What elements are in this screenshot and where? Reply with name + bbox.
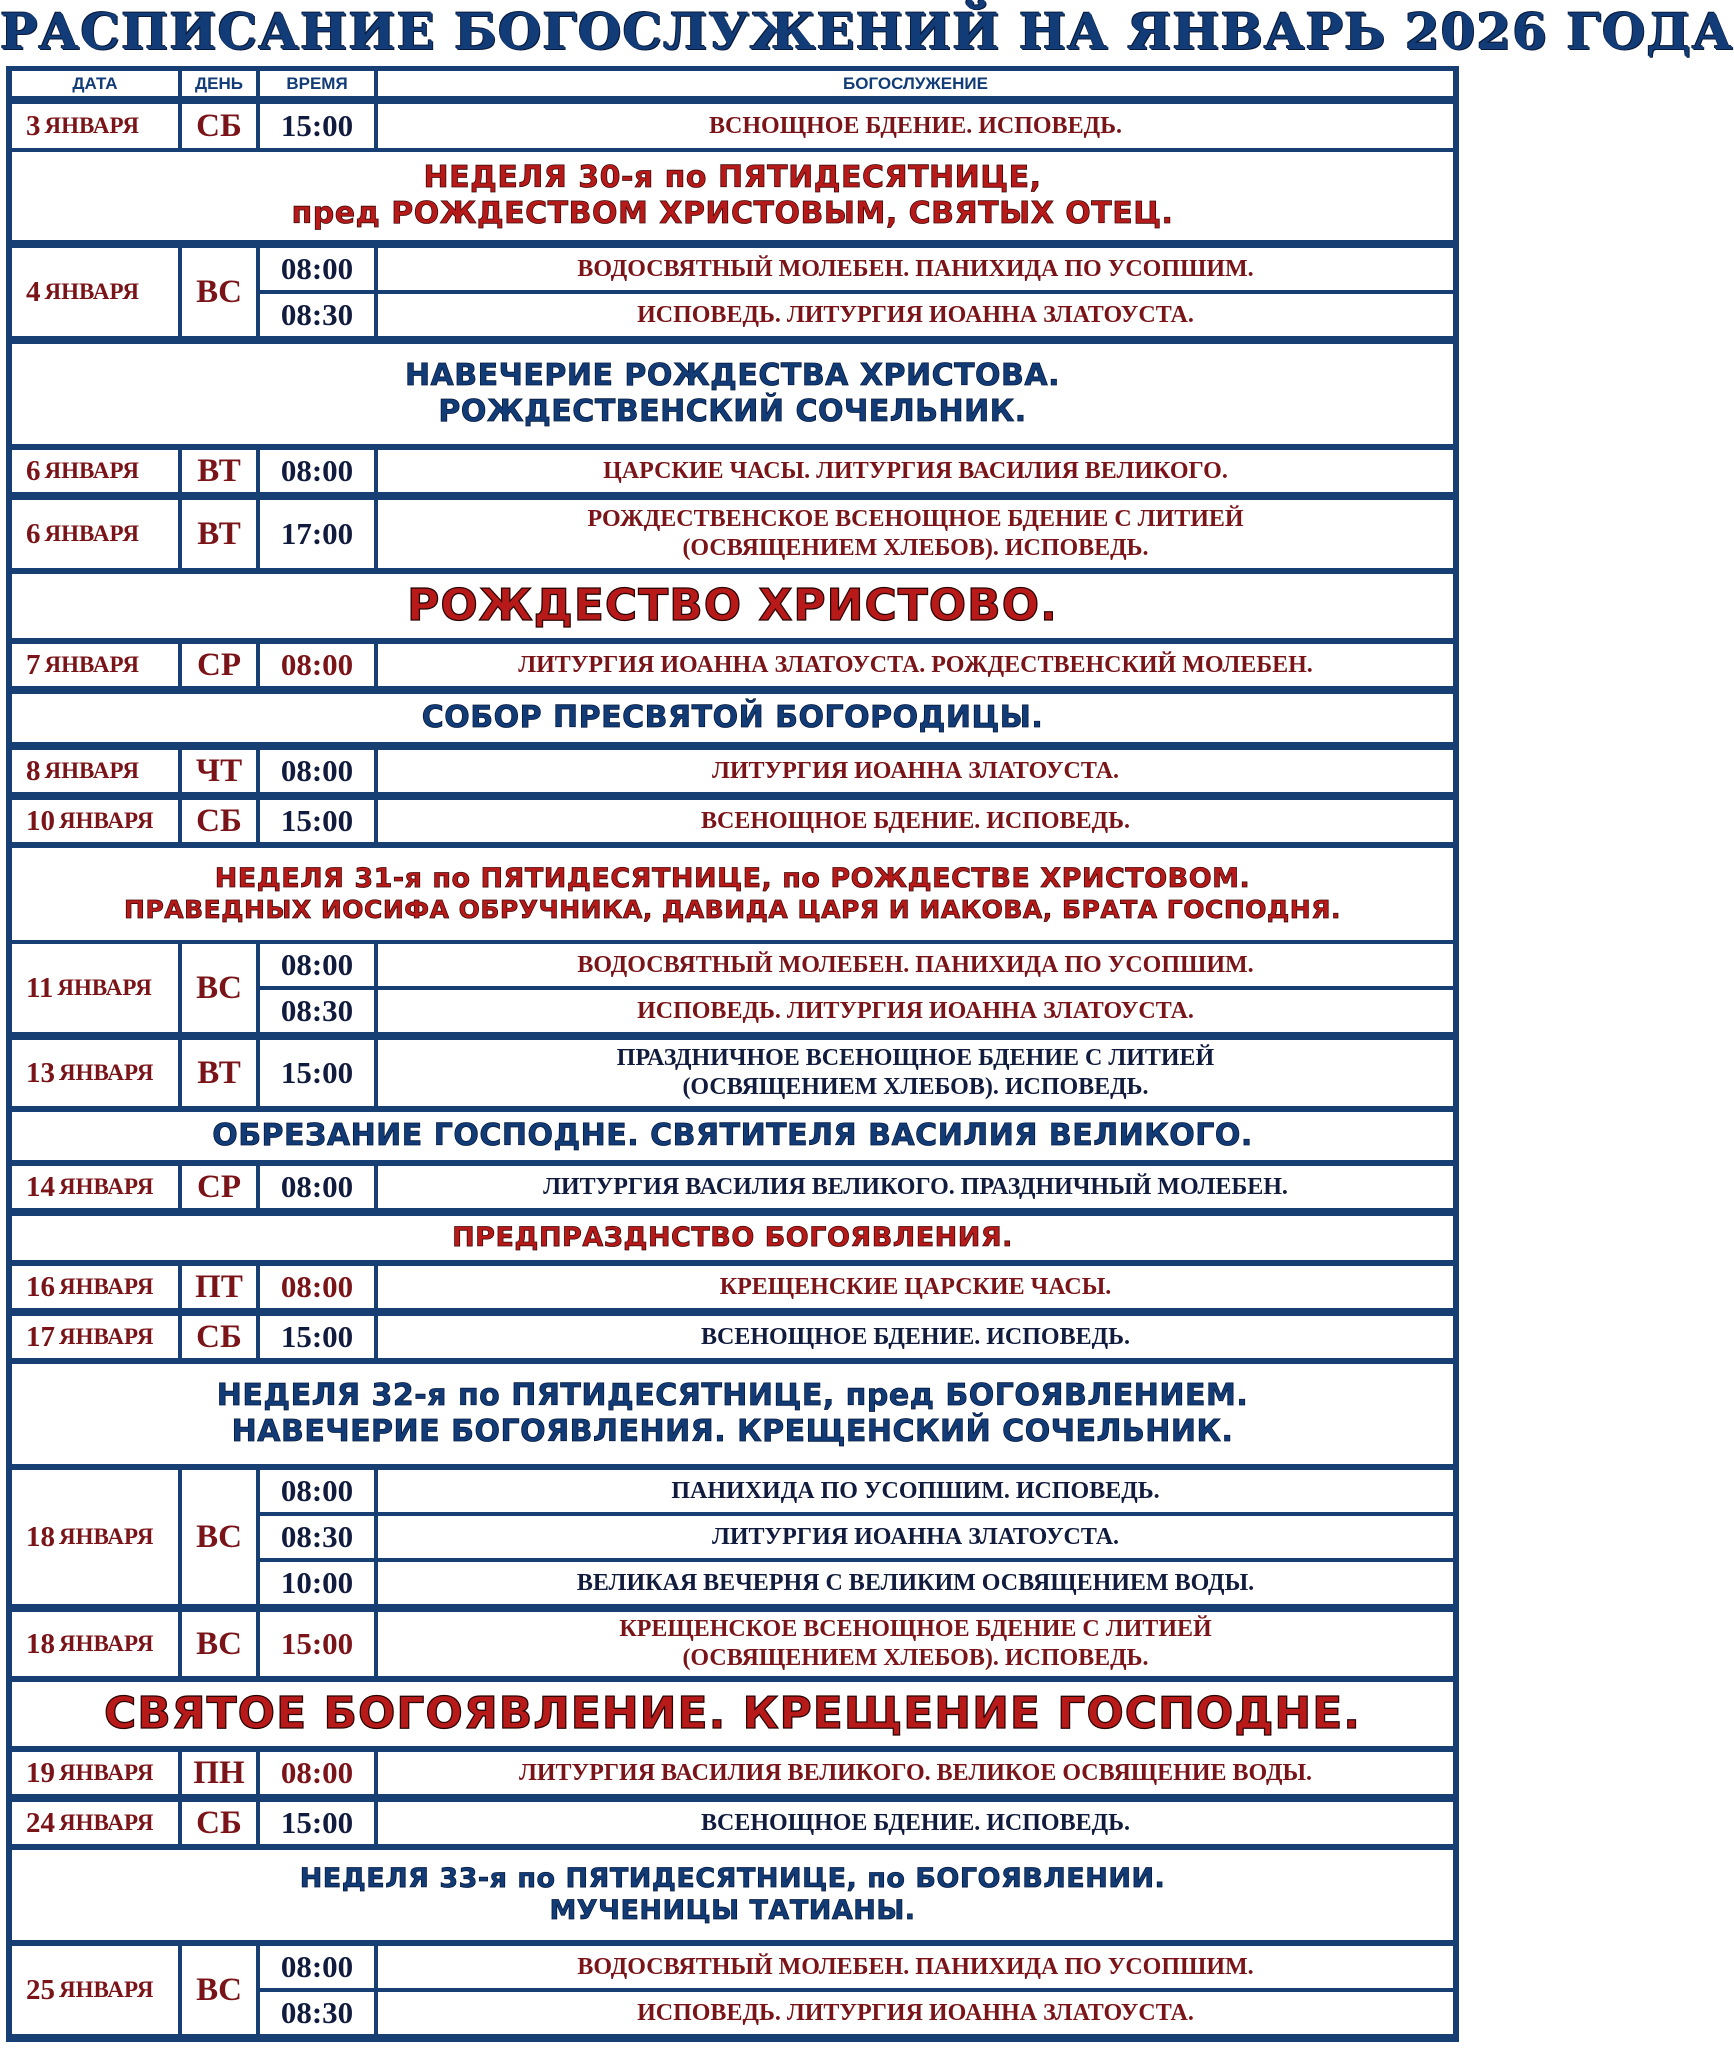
row-time: 08:00	[260, 644, 374, 686]
row-date: 6 ЯНВАРЯ	[12, 450, 178, 492]
row-service: ВСНОЩНОЕ БДЕНИЕ. ИСПОВЕДЬ.	[378, 104, 1453, 148]
row-day: СБ	[182, 1802, 256, 1844]
feast-banner	[12, 1850, 1453, 1940]
row-time: 08:30	[260, 1516, 374, 1558]
row-service: ВОДОСВЯТНЫЙ МОЛЕБЕН. ПАНИХИДА ПО УСОПШИМ.	[378, 1946, 1453, 1988]
row-service: ЛИТУРГИЯ ВАСИЛИЯ ВЕЛИКОГО. ПРАЗДНИЧНЫЙ МОЛЕБЕН.	[378, 1166, 1453, 1208]
page-title: РАСПИСАНИЕ БОГОСЛУЖЕНИЙ НА ЯНВАРЬ 2026 ГОДА	[0, 2, 1734, 61]
row-date: 19 ЯНВАРЯ	[12, 1752, 178, 1794]
row-date: 17 ЯНВАРЯ	[12, 1316, 178, 1358]
row-date: 6 ЯНВАРЯ	[12, 500, 178, 568]
banner-line: ПРАВЕДНЫХ ИОСИФА ОБРУЧНИКА, ДАВИДА ЦАРЯ И ИАКОВА, БРАТА ГОСПОДНЯ.	[124, 895, 1341, 925]
header-day: ДЕНЬ	[182, 71, 256, 96]
row-service: КРЕЩЕНСКОЕ ВСЕНОЩНОЕ БДЕНИЕ С ЛИТИЕЙ (ОСВЯЩЕНИЕМ ХЛЕБОВ). ИСПОВЕДЬ.	[378, 1612, 1453, 1676]
row-service: ВОДОСВЯТНЫЙ МОЛЕБЕН. ПАНИХИДА ПО УСОПШИМ.	[378, 248, 1453, 290]
table-row	[12, 450, 1453, 492]
table-row	[12, 104, 1453, 148]
row-day: ВС	[182, 1946, 256, 2034]
row-time: 08:30	[260, 990, 374, 1032]
row-service: ЛИТУРГИЯ ИОАННА ЗЛАТОУСТА.	[378, 750, 1453, 792]
table-row	[12, 1166, 1453, 1208]
row-time: 08:30	[260, 1992, 374, 2034]
row-service: ВОДОСВЯТНЫЙ МОЛЕБЕН. ПАНИХИДА ПО УСОПШИМ.	[378, 944, 1453, 986]
row-day: СБ	[182, 104, 256, 148]
schedule-table	[6, 66, 1459, 2042]
row-time: 15:00	[260, 1040, 374, 1106]
row-time: 08:00	[260, 944, 374, 986]
row-service: РОЖДЕСТВЕНСКОЕ ВСЕНОЩНОЕ БДЕНИЕ С ЛИТИЕЙ (ОСВЯЩЕНИЕМ ХЛЕБОВ). ИСПОВЕДЬ.	[378, 500, 1453, 568]
row-service: ЛИТУРГИЯ ИОАННА ЗЛАТОУСТА. РОЖДЕСТВЕНСКИЙ МОЛЕБЕН.	[378, 644, 1453, 686]
banner-line: НЕДЕЛЯ 33-я по ПЯТИДЕСЯТНИЦЕ, по БОГОЯВЛЕНИИ.	[299, 1862, 1166, 1894]
row-day: ПН	[182, 1752, 256, 1794]
table-row	[12, 944, 1453, 1032]
banner-line: РОЖДЕСТВО ХРИСТОВО.	[407, 579, 1058, 631]
row-date: 18 ЯНВАРЯ	[12, 1612, 178, 1676]
feast-banner	[12, 1682, 1453, 1746]
table-row	[12, 1470, 1453, 1604]
banner-line: ОБРЕЗАНИЕ ГОСПОДНЕ. СВЯТИТЕЛЯ ВАСИЛИЯ ВЕЛИКОГО.	[212, 1118, 1253, 1153]
banner-line: НАВЕЧЕРИЕ РОЖДЕСТВА ХРИСТОВА.	[404, 358, 1061, 393]
row-day: ПТ	[182, 1266, 256, 1308]
row-service: КРЕЩЕНСКИЕ ЦАРСКИЕ ЧАСЫ.	[378, 1266, 1453, 1308]
row-time: 15:00	[260, 800, 374, 842]
row-time: 08:00	[260, 1752, 374, 1794]
row-day: ЧТ	[182, 750, 256, 792]
row-service: ВСЕНОЩНОЕ БДЕНИЕ. ИСПОВЕДЬ.	[378, 1316, 1453, 1358]
row-time: 17:00	[260, 500, 374, 568]
banner-line: пред РОЖДЕСТВОМ ХРИСТОВЫМ, СВЯТЫХ ОТЕЦ.	[291, 196, 1174, 231]
row-date: 4 ЯНВАРЯ	[12, 248, 178, 336]
table-row	[12, 750, 1453, 792]
header-service: БОГОСЛУЖЕНИЕ	[378, 71, 1453, 96]
row-service: ВСЕНОЩНОЕ БДЕНИЕ. ИСПОВЕДЬ.	[378, 800, 1453, 842]
feast-banner	[12, 1364, 1453, 1464]
row-time: 08:00	[260, 450, 374, 492]
table-row	[12, 1752, 1453, 1794]
row-service: ВЕЛИКАЯ ВЕЧЕРНЯ С ВЕЛИКИМ ОСВЯЩЕНИЕМ ВОДЫ.	[378, 1562, 1453, 1604]
feast-banner	[12, 344, 1453, 444]
table-row	[12, 800, 1453, 842]
feast-banner	[12, 1216, 1453, 1260]
row-time: 08:00	[260, 1946, 374, 1988]
row-day: ВС	[182, 944, 256, 1032]
row-time: 15:00	[260, 1316, 374, 1358]
table-header	[12, 71, 1453, 96]
row-time: 08:00	[260, 750, 374, 792]
row-date: 25 ЯНВАРЯ	[12, 1946, 178, 2034]
row-service: ЦАРСКИЕ ЧАСЫ. ЛИТУРГИЯ ВАСИЛИЯ ВЕЛИКОГО.	[378, 450, 1453, 492]
feast-banner	[12, 152, 1453, 240]
row-date: 7 ЯНВАРЯ	[12, 644, 178, 686]
row-day: ВТ	[182, 450, 256, 492]
row-service: ЛИТУРГИЯ ВАСИЛИЯ ВЕЛИКОГО. ВЕЛИКОЕ ОСВЯЩЕНИЕ ВОДЫ.	[378, 1752, 1453, 1794]
row-service: ПРАЗДНИЧНОЕ ВСЕНОЩНОЕ БДЕНИЕ С ЛИТИЕЙ (ОСВЯЩЕНИЕМ ХЛЕБОВ). ИСПОВЕДЬ.	[378, 1040, 1453, 1106]
row-date: 3 ЯНВАРЯ	[12, 104, 178, 148]
feast-banner	[12, 1112, 1453, 1160]
row-date: 10 ЯНВАРЯ	[12, 800, 178, 842]
header-time: ВРЕМЯ	[260, 71, 374, 96]
banner-line: НЕДЕЛЯ 32-я по ПЯТИДЕСЯТНИЦЕ, пред БОГОЯВЛЕНИЕМ.	[216, 1378, 1249, 1413]
banner-line: МУЧЕНИЦЫ ТАТИАНЫ.	[549, 1895, 916, 1926]
banner-line: НАВЕЧЕРИЕ БОГОЯВЛЕНИЯ. КРЕЩЕНСКИЙ СОЧЕЛЬНИК.	[231, 1414, 1234, 1449]
row-day: СР	[182, 1166, 256, 1208]
banner-line: СОБОР ПРЕСВЯТОЙ БОГОРОДИЦЫ.	[421, 700, 1044, 735]
table-row	[12, 248, 1453, 336]
row-day: ВС	[182, 248, 256, 336]
table-row	[12, 1612, 1453, 1676]
table-row	[12, 1316, 1453, 1358]
row-service: ИСПОВЕДЬ. ЛИТУРГИЯ ИОАННА ЗЛАТОУСТА.	[378, 1992, 1453, 2034]
row-day: ВТ	[182, 500, 256, 568]
banner-line: РОЖДЕСТВЕНСКИЙ СОЧЕЛЬНИК.	[438, 394, 1027, 429]
row-service: ИСПОВЕДЬ. ЛИТУРГИЯ ИОАННА ЗЛАТОУСТА.	[378, 294, 1453, 336]
row-date: 8 ЯНВАРЯ	[12, 750, 178, 792]
table-row	[12, 1040, 1453, 1106]
banner-line: НЕДЕЛЯ 31-я по ПЯТИДЕСЯТНИЦЕ, по РОЖДЕСТВЕ ХРИСТОВОМ.	[214, 862, 1251, 894]
banner-line: ПРЕДПРАЗДНСТВО БОГОЯВЛЕНИЯ.	[452, 1221, 1013, 1253]
table-row	[12, 1802, 1453, 1844]
row-time: 08:00	[260, 248, 374, 290]
table-row	[12, 1946, 1453, 2034]
banner-line: СВЯТОЕ БОГОЯВЛЕНИЕ. КРЕЩЕНИЕ ГОСПОДНЕ.	[103, 1687, 1362, 1739]
feast-banner	[12, 848, 1453, 940]
row-day: ВС	[182, 1470, 256, 1604]
row-date: 16 ЯНВАРЯ	[12, 1266, 178, 1308]
row-service: ПАНИХИДА ПО УСОПШИМ. ИСПОВЕДЬ.	[378, 1470, 1453, 1512]
row-time: 15:00	[260, 1612, 374, 1676]
row-time: 15:00	[260, 104, 374, 148]
row-service: ИСПОВЕДЬ. ЛИТУРГИЯ ИОАННА ЗЛАТОУСТА.	[378, 990, 1453, 1032]
row-date: 13 ЯНВАРЯ	[12, 1040, 178, 1106]
row-time: 08:00	[260, 1266, 374, 1308]
header-date: ДАТА	[12, 71, 178, 96]
row-time: 08:00	[260, 1470, 374, 1512]
row-time: 10:00	[260, 1562, 374, 1604]
feast-banner	[12, 574, 1453, 638]
feast-banner	[12, 694, 1453, 742]
row-day: СБ	[182, 1316, 256, 1358]
row-day: ВС	[182, 1612, 256, 1676]
row-service: ВСЕНОЩНОЕ БДЕНИЕ. ИСПОВЕДЬ.	[378, 1802, 1453, 1844]
table-row	[12, 644, 1453, 686]
row-date: 14 ЯНВАРЯ	[12, 1166, 178, 1208]
row-day: ВТ	[182, 1040, 256, 1106]
row-day: СР	[182, 644, 256, 686]
row-day: СБ	[182, 800, 256, 842]
row-time: 15:00	[260, 1802, 374, 1844]
row-service: ЛИТУРГИЯ ИОАННА ЗЛАТОУСТА.	[378, 1516, 1453, 1558]
row-time: 08:00	[260, 1166, 374, 1208]
row-date: 24 ЯНВАРЯ	[12, 1802, 178, 1844]
row-time: 08:30	[260, 294, 374, 336]
table-row	[12, 500, 1453, 568]
row-date: 18 ЯНВАРЯ	[12, 1470, 178, 1604]
row-date: 11 ЯНВАРЯ	[12, 944, 178, 1032]
table-row	[12, 1266, 1453, 1308]
banner-line: НЕДЕЛЯ 30-я по ПЯТИДЕСЯТНИЦЕ,	[423, 160, 1042, 195]
